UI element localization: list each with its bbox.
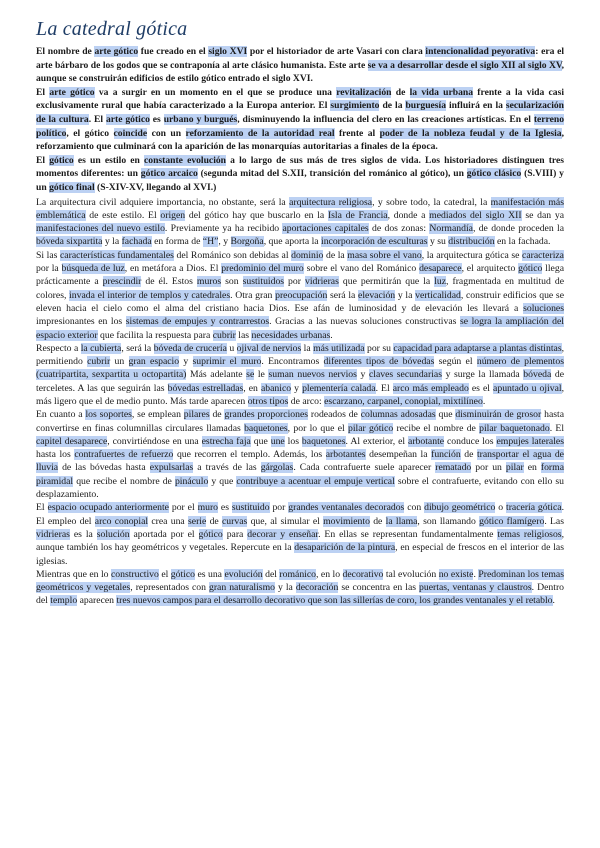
text-run: , convirtiéndose en una <box>107 435 202 447</box>
highlighted-text: apuntado u ojival <box>493 382 562 394</box>
highlighted-text: se <box>246 369 255 381</box>
text-run: , en lo <box>316 568 343 580</box>
highlighted-text: arco más empleado <box>392 382 469 394</box>
page-title: La catedral gótica <box>36 18 188 40</box>
text-run: de <box>369 515 386 527</box>
text-run: a través de las <box>193 462 261 474</box>
highlighted-text: surgimiento <box>330 100 380 112</box>
text-run: que, al simular el <box>247 515 324 527</box>
highlighted-text: los soportes <box>85 409 132 421</box>
text-run: hasta los <box>36 449 75 461</box>
text-run: Mientras que en lo <box>36 568 111 580</box>
text-run: y <box>291 382 303 394</box>
text-run: , el arquitecto <box>461 263 519 275</box>
highlighted-text: más utilizada <box>313 342 365 354</box>
highlighted-text: elevación <box>358 289 396 301</box>
text-run: . El <box>375 382 393 394</box>
highlighted-text: número de plementos <box>476 356 564 368</box>
highlighted-text: arquitectura religiosa <box>289 196 373 208</box>
highlighted-text: bóveda de crucería <box>153 342 227 354</box>
text-run: y <box>179 356 193 368</box>
text-run: con <box>404 502 425 514</box>
highlighted-text: para el desarrollo decorativo que son las sillerías de coro, los grandes ventanales y el retablo <box>192 595 553 607</box>
text-run: y la <box>395 289 416 301</box>
text-run: impresionantes en los <box>36 316 126 328</box>
highlighted-text: capitel desaparece <box>36 435 108 447</box>
highlighted-text: Isla de Francia <box>327 209 388 221</box>
text-run: , y <box>218 236 231 248</box>
highlighted-text: siglo XVI <box>208 46 248 57</box>
highlighted-text: grandes proporciones <box>224 409 309 421</box>
highlighted-text: poder de la nobleza feudal y de la Iglesia <box>379 127 562 139</box>
text-run: es una <box>195 568 225 580</box>
text-run: o <box>495 502 506 514</box>
text-run: para <box>222 528 248 540</box>
highlighted-text: gótico final <box>49 181 95 193</box>
text-run: en forma de <box>151 236 203 248</box>
highlighted-text: masa sobre el vano <box>347 249 422 261</box>
text-run: de <box>206 515 222 527</box>
text-run: de este estilo. El <box>85 209 161 221</box>
text-run: , de donde proceden la <box>472 223 565 235</box>
highlighted-text: manifestación más emblemática <box>36 196 564 221</box>
text-run: . Otra gran <box>230 289 276 301</box>
highlighted-text: dominio <box>291 249 324 261</box>
highlighted-text: no existe <box>438 568 474 580</box>
text-run: Si las <box>36 249 60 261</box>
text-run: . El <box>549 422 565 434</box>
text-run: , son llamando <box>417 515 480 527</box>
text-run: y que <box>208 475 237 487</box>
text-run: por el <box>168 502 198 514</box>
text-run: , más ligero que el de medio punto. Más tarde aparecen <box>36 382 565 407</box>
highlighted-text: grandes ventanales decorados <box>288 502 405 514</box>
highlighted-text: necesidades urbanas <box>251 329 331 341</box>
highlighted-text: caracteriza <box>522 249 564 261</box>
text-run: , la arquitectura gótica se <box>421 249 523 261</box>
text-run: en la fachada. <box>494 236 551 248</box>
text-run: . <box>552 595 555 607</box>
highlighted-text: gran naturalismo <box>208 582 275 594</box>
highlighted-text: diferentes tipos de bóvedas <box>323 356 435 368</box>
text-run: . Al exterior, el <box>345 435 409 447</box>
highlighted-text: bóvedas estrelladas <box>167 382 244 394</box>
highlighted-text: revitalización <box>336 86 392 98</box>
highlighted-text: mediados del siglo XII <box>429 209 522 221</box>
highlighted-text: une <box>270 435 285 447</box>
highlighted-text: intencionalidad peyorativa <box>425 46 536 57</box>
highlighted-text: arbotante <box>408 435 445 447</box>
text-run: por un <box>471 462 506 474</box>
text-run: que recibe el nombre de <box>73 475 175 487</box>
highlighted-text: prescindir <box>102 276 142 288</box>
text-run: de <box>209 409 225 421</box>
highlighted-text: invada el interior de templos y catedrales <box>69 289 231 301</box>
highlighted-text: características fundamentales <box>60 249 174 261</box>
text-run: , en especial de frescos en el interior de las iglesias. <box>36 542 564 567</box>
text-run: En cuanto a <box>36 409 86 421</box>
text-run: se dan ya <box>521 209 564 221</box>
text-run: por el historiador de arte Vasari con clara <box>247 46 426 57</box>
highlighted-text: origen <box>160 209 186 221</box>
text-run: conduce los <box>444 435 497 447</box>
text-run: es <box>218 502 232 514</box>
highlighted-text: gótico flamígero <box>479 515 545 527</box>
text-run: será la <box>327 289 359 301</box>
highlighted-text: burguesía <box>405 100 446 112</box>
highlighted-text: desaparece <box>419 263 462 275</box>
text-run: en <box>523 462 541 474</box>
highlighted-text: desaparición de la pintura <box>294 542 396 554</box>
highlighted-text: incorporación de esculturas <box>321 236 428 248</box>
highlighted-text: contribuye a acentuar el empuje vertical <box>236 475 395 487</box>
highlighted-text: curvas <box>222 515 248 527</box>
highlighted-text: la cubierta <box>80 342 122 354</box>
highlighted-text: búsqueda de luz <box>61 263 125 275</box>
text-run: desempeñan la <box>365 449 432 461</box>
highlighted-text: escarzano, carpanel, conopial, mixtilíneo <box>324 395 483 407</box>
text-run: u <box>226 342 237 354</box>
highlighted-text: gótico <box>49 154 74 166</box>
text-run: del <box>262 568 280 580</box>
text-run: , será la <box>121 342 154 354</box>
highlighted-text: cubrir <box>87 356 111 368</box>
text-run: , aunque se construirán edificios de estilo gótico entrado el siglo XVI. <box>36 59 564 85</box>
text-run: , en <box>243 382 261 394</box>
text-run: y la <box>274 582 296 594</box>
highlighted-text: serie <box>188 515 207 527</box>
text-run: . El empleo del <box>36 502 565 527</box>
body-paragraph <box>36 342 564 408</box>
highlighted-text: sustituidos <box>242 276 285 288</box>
text-run: La arquitectura civil adquiere importancia, no obstante, será la <box>36 196 290 208</box>
text-run: , donde a <box>387 209 430 221</box>
text-run: El <box>36 154 50 166</box>
text-run: de <box>460 449 477 461</box>
highlighted-text: ojival de nervios <box>236 342 302 354</box>
highlighted-text: otros tipos <box>247 395 289 407</box>
text-run: , disminuyendo la influencia del clero en las creaciones artísticas. En el <box>237 113 534 125</box>
highlighted-text: empujes laterales <box>496 435 564 447</box>
text-run: , se emplean <box>131 409 184 421</box>
highlighted-text: gárgolas <box>260 462 294 474</box>
highlighted-text: muro <box>197 502 219 514</box>
highlighted-text: pilares <box>183 409 210 421</box>
text-run: influirá en la <box>446 100 506 112</box>
body-paragraph <box>36 196 564 249</box>
text-run: recibe el nombre de <box>393 422 480 434</box>
highlighted-text: “H” <box>202 236 219 248</box>
text-run: y surge la llamada <box>441 369 524 381</box>
text-run: y la <box>102 236 122 248</box>
highlighted-text: la llama <box>385 515 418 527</box>
highlighted-text: gótico arcaico <box>140 168 198 180</box>
highlighted-text: la vida urbana <box>409 86 474 98</box>
text-run: Más adelante <box>186 369 247 381</box>
highlighted-text: arbotantes <box>325 449 366 461</box>
text-run: por la <box>36 263 62 275</box>
highlighted-text: sustituido <box>231 502 270 514</box>
text-run: de la <box>323 249 348 261</box>
text-run: es el <box>468 382 494 394</box>
body-paragraph <box>36 568 564 608</box>
highlighted-text: constructivo <box>110 568 159 580</box>
highlighted-text: espacio ocupado anteriormente <box>47 502 169 514</box>
text-run: de él. Estos <box>141 276 197 288</box>
highlighted-text: suprimir el muro <box>192 356 262 368</box>
highlighted-text: evolución <box>224 568 263 580</box>
text-run: aportada por el <box>129 528 199 540</box>
highlighted-text: rematado <box>435 462 472 474</box>
highlighted-text: sistemas de empujes y contrarrestos <box>125 316 270 328</box>
highlighted-text: secularización de la cultura <box>36 100 564 125</box>
text-run: , por lo que el <box>287 422 348 434</box>
highlighted-text: dibujo geométrico <box>424 502 496 514</box>
text-run: de <box>391 86 410 98</box>
highlighted-text: gótico clásico <box>466 168 522 180</box>
text-run: El nombre de <box>36 46 95 57</box>
highlighted-text: (cuatripartita, sexpartita u octopartita) <box>36 369 187 381</box>
text-run: y su <box>427 236 449 248</box>
highlighted-text: gótico <box>170 568 195 580</box>
highlighted-text: contrafuertes de refuerzo <box>74 449 174 461</box>
highlighted-text: vidrieras <box>304 276 339 288</box>
highlighted-text: función <box>431 449 461 461</box>
text-run: sobre el vano del Románico <box>303 263 420 275</box>
highlighted-text: predominio del muro <box>221 263 304 275</box>
highlighted-text: preocupación <box>275 289 328 301</box>
text-run: , representados con <box>130 582 209 594</box>
text-run: , construir edificios que se eleven hacia el cielo como el alma del cristiano hacia Dios. Ese afán de luminosidad y de elevación les llevará a <box>36 289 564 314</box>
highlighted-text: distribución <box>448 236 495 248</box>
text-run: que facilita la respuesta para <box>97 329 213 341</box>
text-run: un <box>110 356 129 368</box>
highlighted-text: tracería gótica <box>506 502 562 514</box>
highlighted-text: vidrieras <box>36 528 70 540</box>
text-run: (segunda mitad del S.XII, transición del románico al gótico), un <box>197 168 467 180</box>
text-run: . <box>330 329 333 341</box>
highlighted-text: urbano y burgués <box>163 113 238 125</box>
text-run: . Previamente ya ha recibido <box>164 223 283 235</box>
text-run: de las bóvedas hasta <box>58 462 150 474</box>
text-run: , que aporta la <box>263 236 321 248</box>
highlighted-text: suman nuevos nervios <box>268 369 357 381</box>
text-run: según el <box>434 356 477 368</box>
text-run: . Las <box>544 515 564 527</box>
highlighted-text: decorativo <box>342 568 384 580</box>
highlighted-text: aportaciones capitales <box>282 223 369 235</box>
intro-paragraph <box>36 86 564 154</box>
text-run: es <box>149 113 164 125</box>
highlighted-text: terreno político <box>36 113 565 139</box>
text-run: fue creado en el <box>138 46 209 57</box>
text-run: hasta convertirse en finas columnillas circulares llamadas <box>36 409 565 434</box>
text-run: . En ellas se representan fundamentalmente <box>318 528 498 540</box>
text-run: , reforzamiento que culminará con la aparición de las monarquías autoritarias a finales de la época. <box>36 127 564 153</box>
highlighted-text: constante evolución <box>144 154 226 166</box>
text-run: del gótico hay que buscarlo en la <box>185 209 328 221</box>
text-run: (S-XIV-XV, llegando al XVI.) <box>94 181 217 193</box>
highlighted-text: manifestaciones del nuevo estilo <box>36 223 165 235</box>
text-run: (S.VIII) y un <box>36 168 564 193</box>
highlighted-text: reforzamiento de la autoridad real <box>185 127 335 139</box>
body-paragraph <box>36 408 564 501</box>
text-run: que <box>250 435 271 447</box>
highlighted-text: fachada <box>121 236 152 248</box>
text-run: de terceletes. A las que seguirán las <box>36 369 565 394</box>
text-run: las <box>235 329 252 341</box>
text-run: . Cada contrafuerte suele aparecer <box>293 462 436 474</box>
text-run: . Gracias a las nuevas soluciones constructivas <box>269 316 460 328</box>
highlighted-text: tres nuevos campos <box>116 595 193 607</box>
highlighted-text: puertas, ventanas y claustros <box>419 582 532 594</box>
highlighted-text: solución <box>96 528 130 540</box>
text-run: llega prácticamente a <box>36 263 564 288</box>
text-run: de la <box>379 100 406 112</box>
highlighted-text: decoración <box>295 582 339 594</box>
text-run: de arco: <box>288 395 325 407</box>
highlighted-text: baquetones <box>301 435 346 447</box>
highlighted-text: gótico <box>518 263 543 275</box>
highlighted-text: Borgoña <box>230 236 264 248</box>
highlighted-text: Normandía <box>429 223 473 235</box>
text-run: El <box>36 86 50 98</box>
highlighted-text: muros <box>196 276 222 288</box>
text-run: tal evolución <box>383 568 439 580</box>
highlighted-text: arte gótico <box>105 113 150 125</box>
text-run: es un estilo en <box>73 154 145 166</box>
text-run: con un <box>147 127 186 139</box>
text-run: sobre el contrafuerte, evitando con ello su desplazamiento. <box>36 475 564 501</box>
text-run: . <box>473 568 479 580</box>
text-run: , fragmentada en multitud de colores, <box>36 276 564 301</box>
highlighted-text: luz <box>434 276 447 288</box>
highlighted-text: templo <box>50 595 78 607</box>
text-run: rodeados de <box>308 409 361 421</box>
highlighted-text: románico <box>279 568 317 580</box>
highlighted-text: expulsarlas <box>149 462 194 474</box>
text-run: son <box>221 276 243 288</box>
highlighted-text: verticalidad <box>415 289 461 301</box>
text-run: del Románico son debidas al <box>173 249 292 261</box>
highlighted-text: temas religiosos <box>497 528 562 540</box>
highlighted-text: soluciones <box>523 302 564 314</box>
highlighted-text: Predominan los temas geométricos y vegetales <box>36 568 564 594</box>
text-run: frente al <box>334 127 380 139</box>
highlighted-text: transportar el agua de lluvia <box>36 449 564 474</box>
text-run: la <box>301 342 314 354</box>
highlighted-text: forma piramidal <box>36 462 564 487</box>
highlighted-text: capacidad para adaptarse a plantas distintas <box>393 342 562 354</box>
highlighted-text: arco conopial <box>94 515 149 527</box>
highlighted-text: cubrir <box>212 329 236 341</box>
highlighted-text: arte gótico <box>49 86 95 98</box>
text-run: , aunque también los hay geométricos y vegetales. Repercute en la <box>36 528 564 554</box>
highlighted-text: pilar <box>505 462 524 474</box>
highlighted-text: decorar y enseñar <box>247 528 319 540</box>
body-section <box>36 196 564 608</box>
highlighted-text: disminuirán de grosor <box>455 409 542 421</box>
text-run: , y sobre todo, la catedral, la <box>372 196 491 208</box>
text-run: crea una <box>148 515 189 527</box>
text-run: le <box>254 369 269 381</box>
highlighted-text: plementería calada <box>302 382 376 394</box>
highlighted-text: bóveda sixpartita <box>36 236 103 248</box>
text-run: es la <box>69 528 97 540</box>
highlighted-text: movimiento <box>323 515 370 527</box>
highlighted-text: arte gótico <box>94 46 139 57</box>
text-run: por su <box>364 342 394 354</box>
body-paragraph <box>36 249 564 342</box>
highlighted-text: bóveda <box>523 369 552 381</box>
text-run: que recorren el templo. Además, los <box>173 449 326 461</box>
highlighted-text: columnas adosadas <box>360 409 436 421</box>
text-run: frente a la vida casi exclusivamente rural que había caracterizado a la Europa anterior. El <box>36 86 564 112</box>
text-run: . Dentro del <box>36 582 565 607</box>
body-paragraph <box>36 501 564 567</box>
text-run: . Encontramos <box>261 356 324 368</box>
text-run: los <box>284 435 302 447</box>
highlighted-text: gótico <box>198 528 223 540</box>
intro-paragraph <box>36 154 564 195</box>
text-run: que permitirán que la <box>338 276 435 288</box>
highlighted-text: abanico <box>260 382 292 394</box>
text-run: . El <box>88 113 106 125</box>
text-run: que <box>435 409 456 421</box>
highlighted-text: se va a desarrollar desde el siglo XII al siglo XV <box>367 59 562 71</box>
highlighted-text: estrecha faja <box>201 435 251 447</box>
intro-paragraph <box>36 45 564 86</box>
text-run: , permitiendo <box>36 342 565 368</box>
text-run: por <box>269 502 289 514</box>
text-run: , el gótico <box>66 127 114 139</box>
text-run: . <box>482 395 486 407</box>
text-run: y <box>356 369 369 381</box>
highlighted-text: pináculo <box>174 475 209 487</box>
highlighted-text: coincide <box>113 127 148 139</box>
text-run: Respecto a <box>36 342 81 354</box>
highlighted-text: pilar gótico <box>348 422 394 434</box>
text-run: aparecen <box>77 595 117 607</box>
highlighted-text: se logra la ampliación del espacio exterior <box>36 316 564 341</box>
text-run: va a surgir en un momento en el que se produce una <box>94 86 337 98</box>
text-run: : era el arte bárbaro de los godos que se contraponía al arte clásico humanista. Este arte <box>36 46 564 71</box>
text-run: se concentra en las <box>338 582 420 594</box>
text-run: El <box>36 502 48 514</box>
text-run: el <box>158 568 171 580</box>
highlighted-text: claves secundarias <box>368 369 442 381</box>
text-run: a lo largo de sus más de tres siglos de vida. Los historiadores distinguen tres momentos diferentes: un <box>36 154 565 180</box>
intro-section <box>36 45 564 195</box>
text-run: de dos zonas: <box>368 223 430 235</box>
highlighted-text: pilar baquetonado <box>479 422 550 434</box>
text-run: por <box>284 276 305 288</box>
highlighted-text: gran espacio <box>128 356 180 368</box>
text-run: , en metáfora a Dios. El <box>124 263 222 275</box>
highlighted-text: baquetones <box>244 422 288 434</box>
